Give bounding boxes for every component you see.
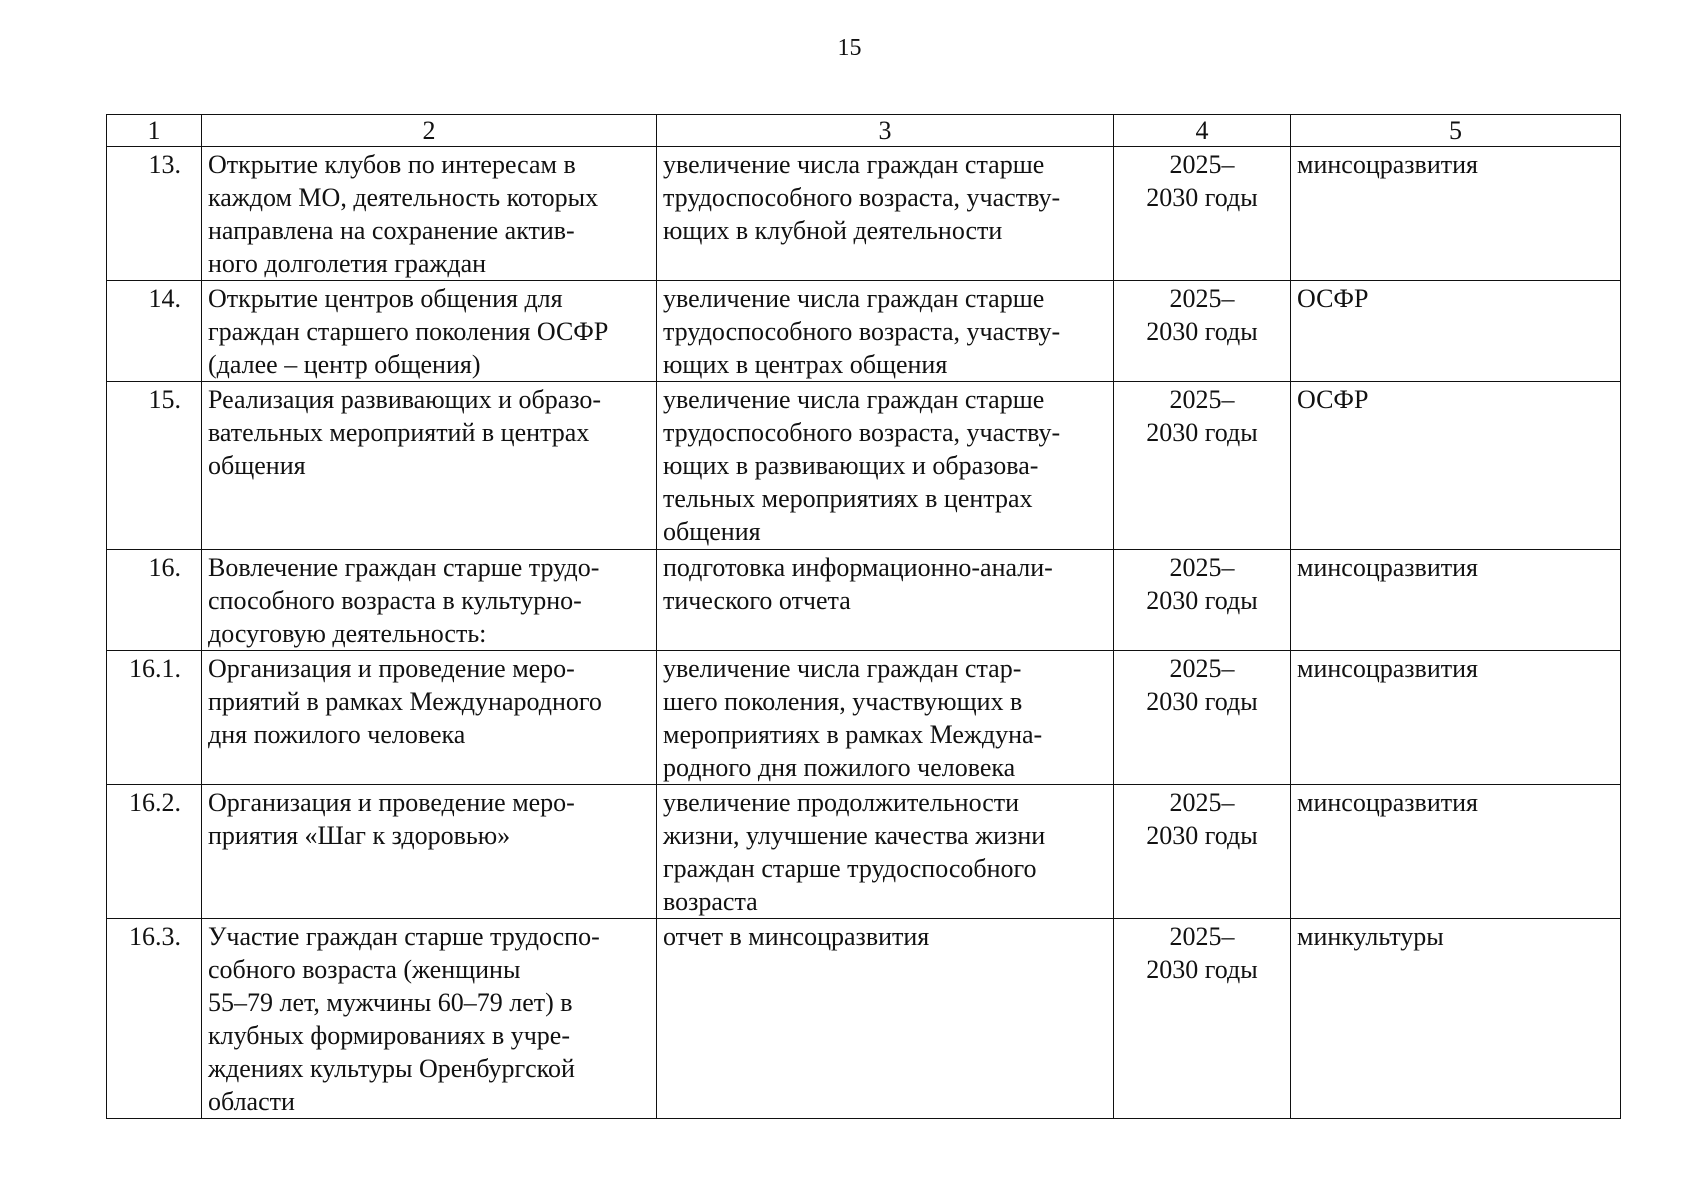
period-cell: 2025– 2030 годы: [1114, 651, 1291, 785]
period-cell: 2025– 2030 годы: [1114, 281, 1291, 382]
period-cell: 2025– 2030 годы: [1114, 147, 1291, 281]
row-number: 16.3.: [107, 919, 202, 1119]
activity-cell: Участие граждан старше трудоспо- собного возраста (женщины 55–79 лет, мужчины 60–79 лет) в клубных формированиях в учре- ждениях культуры Оренбургской области: [202, 919, 657, 1119]
executor-cell: ОСФР: [1291, 382, 1621, 550]
period-cell: 2025– 2030 годы: [1114, 382, 1291, 550]
activity-cell: Организация и проведение меро- приятия «Шаг к здоровью»: [202, 785, 657, 919]
result-cell: увеличение числа граждан стар- шего поколения, участвующих в мероприятиях в рамках Междуна- родного дня пожилого человека: [657, 651, 1114, 785]
row-number: 16.: [107, 550, 202, 651]
executor-cell: минсоцразвития: [1291, 651, 1621, 785]
header-col-1: 1: [107, 115, 202, 147]
header-col-3: 3: [657, 115, 1114, 147]
table-row: [107, 281, 1621, 382]
result-cell: отчет в минсоцразвития: [657, 919, 1114, 1119]
result-cell: увеличение числа граждан старше трудоспособного возраста, участву- ющих в центрах общения: [657, 281, 1114, 382]
executor-cell: минсоцразвития: [1291, 785, 1621, 919]
row-number: 15.: [107, 382, 202, 550]
header-col-4: 4: [1114, 115, 1291, 147]
result-cell: увеличение числа граждан старше трудоспособного возраста, участву- ющих в развивающих и образова- тельных мероприятиях в центрах общения: [657, 382, 1114, 550]
table-row: [107, 919, 1621, 1119]
activity-cell: Вовлечение граждан старше трудо- способного возраста в культурно- досуговую деятельность:: [202, 550, 657, 651]
table-row: [107, 550, 1621, 651]
header-col-2: 2: [202, 115, 657, 147]
period-cell: 2025– 2030 годы: [1114, 550, 1291, 651]
header-col-5: 5: [1291, 115, 1621, 147]
row-number: 13.: [107, 147, 202, 281]
table-header-row: [107, 115, 1621, 147]
row-number: 16.1.: [107, 651, 202, 785]
row-number: 16.2.: [107, 785, 202, 919]
executor-cell: минсоцразвития: [1291, 147, 1621, 281]
result-cell: увеличение числа граждан старше трудоспособного возраста, участву- ющих в клубной деятельности: [657, 147, 1114, 281]
period-cell: 2025– 2030 годы: [1114, 919, 1291, 1119]
activity-cell: Организация и проведение меро- приятий в рамках Международного дня пожилого человека: [202, 651, 657, 785]
executor-cell: ОСФР: [1291, 281, 1621, 382]
activity-cell: Реализация развивающих и образо- вательных мероприятий в центрах общения: [202, 382, 657, 550]
page-number: 15: [837, 35, 862, 61]
table-row: [107, 651, 1621, 785]
executor-cell: минкультуры: [1291, 919, 1621, 1119]
period-cell: 2025– 2030 годы: [1114, 785, 1291, 919]
table-row: [107, 147, 1621, 281]
table-row: [107, 382, 1621, 550]
executor-cell: минсоцразвития: [1291, 550, 1621, 651]
row-number: 14.: [107, 281, 202, 382]
result-cell: подготовка информационно-анали- тического отчета: [657, 550, 1114, 651]
result-cell: увеличение продолжительности жизни, улучшение качества жизни граждан старше трудоспособного возраста: [657, 785, 1114, 919]
table-row: [107, 785, 1621, 919]
measures-table: [106, 114, 1621, 1119]
activity-cell: Открытие клубов по интересам в каждом МО, деятельность которых направлена на сохранение актив- ного долголетия граждан: [202, 147, 657, 281]
activity-cell: Открытие центров общения для граждан старшего поколения ОСФР (далее – центр общения): [202, 281, 657, 382]
